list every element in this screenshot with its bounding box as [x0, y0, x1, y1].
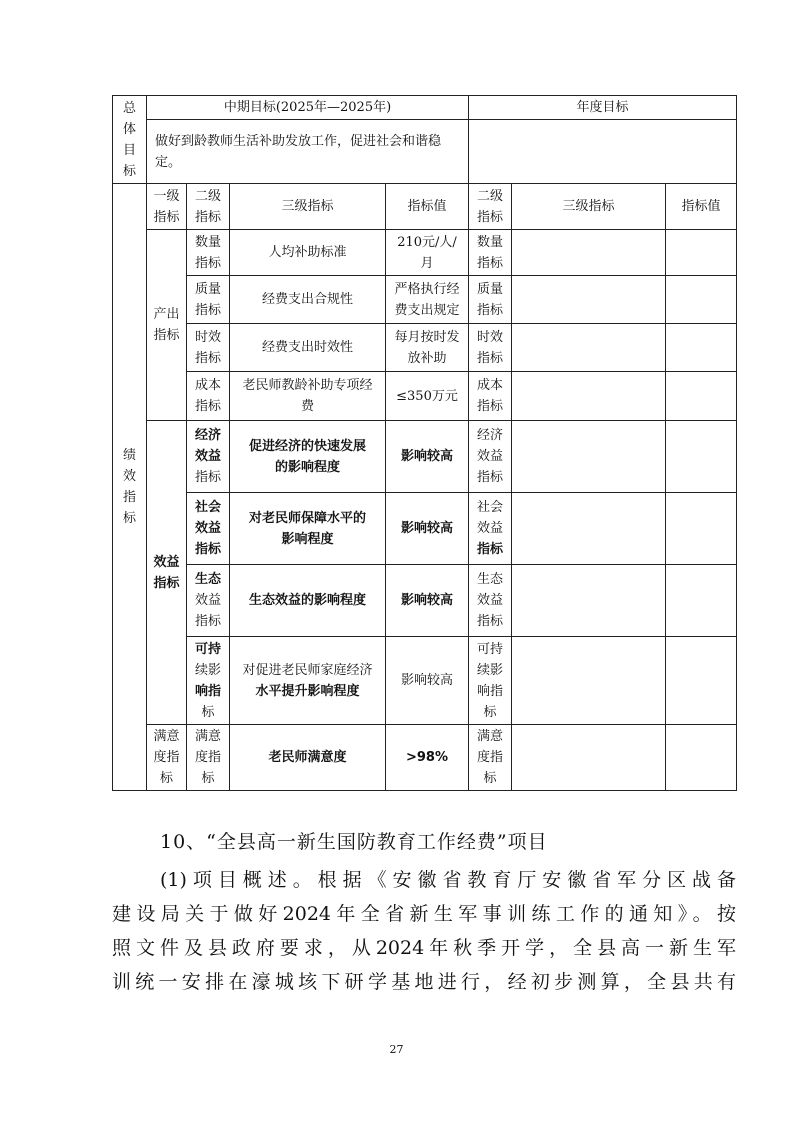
col-level3b-header: 三级指标 — [512, 184, 666, 230]
annual-content — [469, 120, 737, 184]
table-row — [113, 493, 737, 565]
col-level2-header: 二级指标 — [187, 184, 230, 230]
col-value-header: 指标值 — [386, 184, 469, 230]
level3-cell: 人均补助标准 — [230, 230, 386, 276]
level3-cell: 经费支出时效性 — [230, 324, 386, 372]
performance-table — [112, 95, 737, 791]
level2b-cell: 质量指标 — [469, 276, 512, 324]
level3b-cell — [512, 372, 666, 421]
col-level3-header: 三级指标 — [230, 184, 386, 230]
col-level2b-header: 二级指标 — [469, 184, 512, 230]
value-cell: 210元/人/月 — [386, 230, 469, 276]
level3b-cell — [512, 493, 666, 565]
table-row — [113, 276, 737, 324]
level2b-cell: 满意度指标 — [469, 725, 512, 791]
valueb-cell — [666, 324, 737, 372]
value-cell: 影响较高 — [386, 565, 469, 637]
value-cell: 严格执行经费支出规定 — [386, 276, 469, 324]
table-row — [113, 637, 737, 725]
level3b-cell — [512, 421, 666, 493]
level3-cell: 对促进老民师家庭经济 水平提升影响程度 — [230, 637, 386, 725]
value-cell: >98% — [386, 725, 469, 791]
level3b-cell — [512, 324, 666, 372]
table-row — [113, 725, 737, 791]
level2-cell: 经济效益 指标 — [187, 421, 230, 493]
valueb-cell — [666, 725, 737, 791]
level3-cell: 促进经济的快速发展的影响程度 — [230, 421, 386, 493]
level3b-cell — [512, 276, 666, 324]
output-label-cell: 产出指标 — [147, 230, 187, 421]
valueb-cell — [666, 637, 737, 725]
section-heading: 10、“全县高一新生国防教育工作经费”项目 — [160, 831, 548, 853]
level3b-cell — [512, 565, 666, 637]
benefit-label-cell: 效益指标 — [147, 421, 187, 725]
value-cell: ≤350万元 — [386, 372, 469, 421]
col-level1-header: 一级指标 — [147, 184, 187, 230]
table-row — [113, 421, 737, 493]
valueb-cell — [666, 276, 737, 324]
satisfaction-label-cell: 满意度指标 — [147, 725, 187, 791]
col-valueb-header: 指标值 — [666, 184, 737, 230]
mid-term-header: 中期目标(2025年—2025年) — [147, 96, 469, 120]
annual-header: 年度目标 — [469, 96, 737, 120]
level2b-cell: 可持续影响指标 — [469, 637, 512, 725]
paragraph-line: (1)项目概述。根据《安徽省教育厅安徽省军分区战备 — [160, 869, 736, 891]
valueb-cell — [666, 565, 737, 637]
level2-cell: 成本指标 — [187, 372, 230, 421]
level3-cell: 经费支出合规性 — [230, 276, 386, 324]
level3-cell: 老民师教龄补助专项经费 — [230, 372, 386, 421]
level3-cell: 生态效益的影响程度 — [230, 565, 386, 637]
level2-cell: 生态 效益指标 — [187, 565, 230, 637]
paragraph-line: 建设局关于做好2024年全省新生军事训练工作的通知》。按 — [112, 903, 736, 925]
valueb-cell — [666, 230, 737, 276]
level3b-cell — [512, 230, 666, 276]
value-cell: 每月按时发放补助 — [386, 324, 469, 372]
valueb-cell — [666, 493, 737, 565]
valueb-cell — [666, 421, 737, 493]
table-row — [113, 372, 737, 421]
performance-label-cell: 绩效指标 — [113, 184, 147, 791]
level2-cell: 数量指标 — [187, 230, 230, 276]
goal-header-cell: 总体目标 — [113, 96, 147, 184]
value-cell: 影响较高 — [386, 493, 469, 565]
mid-term-content: 做好到龄教师生活补助发放工作，促进社会和谐稳定。 — [147, 120, 469, 184]
level2-cell: 社会效益指标 — [187, 493, 230, 565]
table-row — [113, 565, 737, 637]
section-paragraph — [112, 863, 736, 999]
level2b-cell: 时效指标 — [469, 324, 512, 372]
level3b-cell — [512, 637, 666, 725]
level2b-cell: 成本指标 — [469, 372, 512, 421]
level2-cell: 时效指标 — [187, 324, 230, 372]
page-number: 27 — [389, 1043, 404, 1056]
level2b-cell: 数量指标 — [469, 230, 512, 276]
level2b-cell: 生态效益指标 — [469, 565, 512, 637]
paragraph-line: 训统一安排在濠城垓下研学基地进行，经初步测算，全县共有 — [112, 971, 736, 993]
level2-cell: 质量指标 — [187, 276, 230, 324]
paragraph-line: 照文件及县政府要求，从2024年秋季开学，全县高一新生军 — [112, 937, 736, 959]
level2b-cell: 经济效益指标 — [469, 421, 512, 493]
level2-cell: 满意度指标 — [187, 725, 230, 791]
table-row — [113, 230, 737, 276]
level3-cell: 老民师满意度 — [230, 725, 386, 791]
level2b-cell: 社会效益 指标 — [469, 493, 512, 565]
value-cell: 影响较高 — [386, 637, 469, 725]
level2-cell: 可持 续影 响指 标 — [187, 637, 230, 725]
table-row — [113, 324, 737, 372]
level3-cell: 对老民师保障水平的影响程度 — [230, 493, 386, 565]
level3b-cell — [512, 725, 666, 791]
value-cell: 影响较高 — [386, 421, 469, 493]
valueb-cell — [666, 372, 737, 421]
